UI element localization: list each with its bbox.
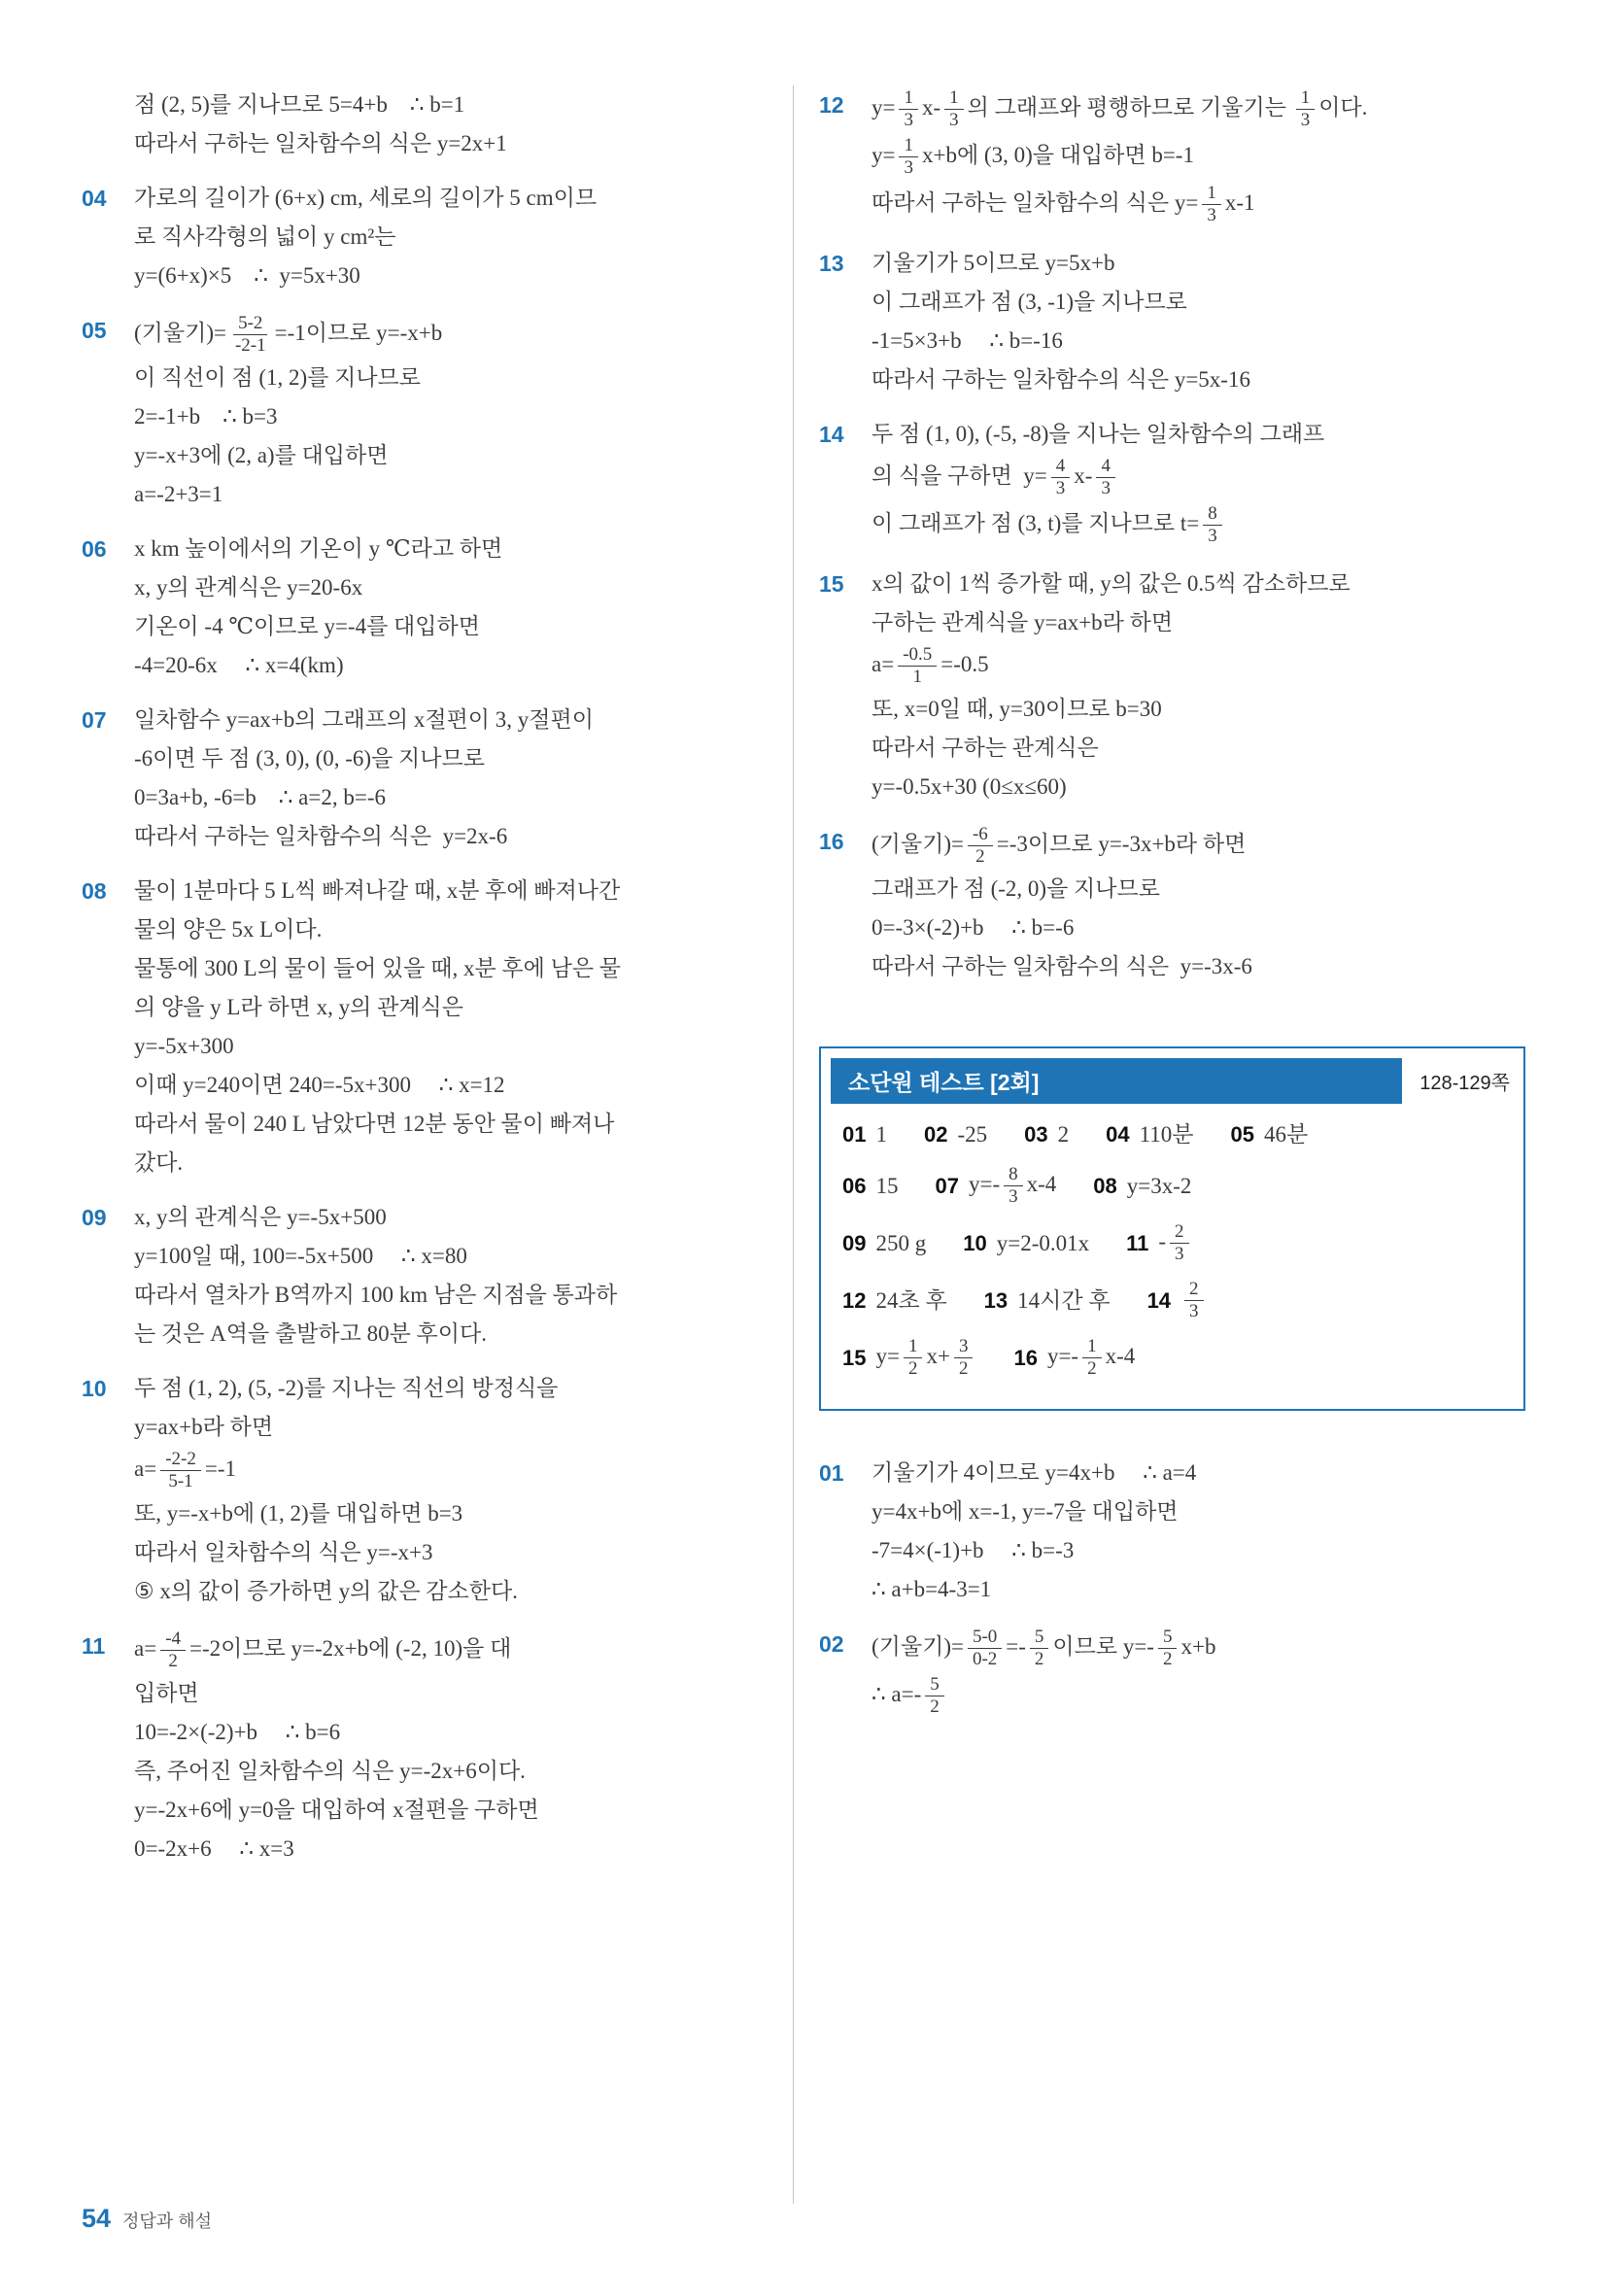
fraction-numerator: 1 [899,135,918,157]
answer-value: - $\frac{2}{3}$ [1158,1219,1192,1267]
fraction [1096,456,1115,499]
answer-number: 11 [1126,1230,1149,1255]
intro-continuation [134,86,768,163]
test-box-title: 소단원 테스트 [2회] [831,1058,1402,1104]
answer-row [842,1117,1502,1152]
problem-06 [82,530,768,685]
solution-line: y= $\frac{1}{3}$ x+b에 (3, 0)을 대입하면 b=-1 [872,135,1194,178]
fraction-numerator: 5-0 [968,1627,1002,1649]
answer-value: 2 [1057,1122,1070,1147]
problem-number: 12 [819,92,844,118]
solution-line: 두 점 (1, 0), (-5, -8)을 지나는 일차함수의 그래프 [872,422,1325,446]
fraction-numerator: 5 [1158,1627,1178,1649]
answer-value: 46분 [1263,1122,1309,1147]
problem-02 [819,1625,1525,1720]
solution-line: 즉, 주어진 일차함수의 식은 y=-2x+6이다. [134,1759,526,1783]
solution-line: (기울기)= $\frac{-6}{2}$ =-3이므로 y=-3x+b라 하면 [872,824,1247,867]
fraction-denominator: 3 [1101,478,1111,498]
answer-number: 05 [1230,1122,1254,1147]
problem-solution [134,872,768,1182]
fraction-denominator: 3 [1055,478,1066,498]
fraction [1184,1279,1204,1322]
fraction [160,1628,186,1672]
problem-number: 15 [819,571,844,597]
test-box-header [821,1048,1523,1112]
answer-number: 04 [1106,1122,1130,1147]
solution-line: x, y의 관계식은 y=-5x+500 [134,1205,387,1229]
solution-line: 따라서 열차가 B역까지 100 km 남은 지점을 통과하 [134,1283,618,1307]
fraction-numerator: -0.5 [898,644,937,667]
problem-number: 07 [82,707,107,733]
problem-solution [134,1198,768,1354]
solution-line: y=-0.5x+30 (0≤x≤60) [872,774,1067,799]
fraction-numerator: 8 [1004,1164,1023,1186]
problem-number: 11 [82,1633,106,1659]
fraction-numerator: 1 [1082,1336,1102,1358]
answer-value: y= $\frac{1}{2}$ x+ $\frac{3}{2}$ [875,1334,976,1382]
answer-number: 16 [1013,1345,1038,1370]
problem-11 [82,1627,768,1868]
fraction-numerator: 1 [899,87,918,110]
fraction [1203,503,1222,547]
answer-item-14 [1147,1277,1208,1324]
solution-line: 0=-3×(-2)+b ∴ b=-6 [872,915,1075,940]
fraction-denominator: 0-2 [972,1649,998,1669]
fraction-numerator: 2 [1184,1279,1204,1301]
fraction [1170,1221,1189,1265]
solution-line: -1=5×3+b ∴ b=-16 [872,328,1063,353]
problem-number: 01 [819,1460,844,1486]
fraction-denominator: 3 [1208,526,1217,546]
solution-line: 0=3a+b, -6=b ∴ a=2, b=-6 [134,785,386,809]
answer-item-04 [1106,1117,1193,1152]
answer-value: 250 g [875,1230,927,1255]
solution-line: 그래프가 점 (-2, 0)을 지나므로 [872,876,1160,901]
solution-line: 의 식을 구하면 y= $\frac{4}{3}$ x- $\frac{4}{3}$ [872,454,1525,501]
fraction [968,1627,1002,1670]
fraction-denominator: 5-1 [168,1471,193,1491]
fraction [1004,1164,1023,1208]
test-answer-grid [821,1112,1523,1409]
fraction-denominator: 2 [958,1358,969,1379]
problem-number: 05 [82,318,107,343]
solution-line: y=-x+3에 (2, a)를 대입하면 [134,443,389,467]
problem-13 [819,244,1525,399]
fraction-numerator: 3 [954,1336,974,1358]
answer-item-13 [984,1284,1111,1319]
answer-item-07 [935,1162,1056,1210]
solution-line: 이 직선이 점 (1, 2)를 지나므로 [134,365,421,390]
answer-value: 24초 후 [875,1287,947,1313]
solution-line: 물통에 300 L의 물이 들어 있을 때, x분 후에 남은 물 [134,956,622,980]
solution-line: y= $\frac{1}{3}$ x- $\frac{1}{3}$ 의 그래프와 평행하므로 기울기는 $\frac{1}{3}$ 이다. [872,87,1368,130]
problem-12 [819,86,1525,228]
answer-value: y=3x-2 [1126,1173,1192,1198]
answer-item-10 [963,1226,1089,1261]
solution-line: x km 높이에서의 기온이 y ℃라고 하면 [134,536,503,561]
fraction-numerator: 1 [944,87,964,110]
problem-number: 08 [82,878,107,904]
answer-value: 110분 [1139,1122,1194,1147]
fraction [230,313,271,357]
answer-item-11 [1126,1219,1192,1267]
solution-line: a= $\frac{-0.5}{1}$ =-0.5 [872,644,989,687]
problem-solution [134,311,768,514]
answer-value [1180,1277,1208,1324]
solution-line: ∴ a+b=4-3=1 [872,1577,992,1601]
fraction [899,87,918,131]
solution-line: x, y의 관계식은 y=20-6x [134,575,363,600]
solution-line: 2=-1+b ∴ b=3 [134,404,278,428]
answer-value: y=2-0.01x [996,1230,1090,1255]
solution-line: 또, x=0일 때, y=30이므로 b=30 [872,697,1162,721]
solution-line: 구하는 관계식을 y=ax+b라 하면 [872,610,1174,634]
solution-line: 는 것은 A역을 출발하고 80분 후이다. [134,1321,487,1346]
problem-15 [819,565,1525,806]
problem-01 [819,1454,1525,1609]
solution-line: 두 점 (1, 2), (5, -2)를 지나는 직선의 방정식을 [134,1376,559,1400]
solution-line: 로 직사각형의 넓이 y cm²는 [134,224,396,249]
answer-value: 1 [875,1122,887,1147]
answer-item-15 [842,1334,976,1382]
answer-number: 12 [842,1287,867,1313]
problem-14 [819,415,1525,549]
fraction [925,1674,944,1718]
page-number: 54 [82,2204,112,2233]
solution-line: 물의 양은 5x L이다. [134,917,323,942]
solution-line: 따라서 구하는 일차함수의 식은 y=2x-6 [134,824,508,848]
fraction [954,1336,974,1380]
solution-line: 이 그래프가 점 (3, -1)을 지나므로 [872,290,1187,314]
answer-row [842,1162,1502,1210]
solution-line: ⑤ x의 값이 증가하면 y의 값은 감소한다. [134,1579,518,1603]
right-problem-list-top [819,86,1525,986]
solution-line: y=4x+b에 x=-1, y=-7을 대입하면 [872,1499,1179,1524]
fraction-denominator: 3 [1189,1301,1199,1321]
fraction-denominator: 2 [1162,1649,1173,1669]
answer-row [842,1277,1502,1324]
solution-line: y=-5x+300 [134,1034,234,1058]
answer-value: y=- $\frac{1}{2}$ x-4 [1046,1336,1136,1379]
fraction-numerator: 1 [1202,183,1221,205]
solution-line: y=-2x+6에 y=0을 대입하여 x절편을 구하면 [134,1798,539,1822]
fraction-numerator: 5 [925,1674,944,1696]
problem-solution [134,1369,768,1611]
answer-item-02 [924,1117,987,1152]
fraction-denominator: 2 [1087,1358,1097,1379]
fraction [1202,183,1221,226]
fraction-denominator: 3 [904,110,913,130]
answer-row [842,1334,1502,1382]
fraction-denominator: 3 [904,157,913,178]
solution-line: 가로의 길이가 (6+x) cm, 세로의 길이가 5 cm이므 [134,186,598,210]
solution-line: 따라서 구하는 일차함수의 식은 y=-3x-6 [872,954,1252,978]
answer-item-05 [1230,1117,1308,1152]
right-problem-list-bottom [819,1454,1525,1720]
solution-line: y=ax+b라 하면 [134,1415,274,1439]
left-column [82,86,768,2204]
solution-line: 0=-2x+6 ∴ x=3 [134,1836,294,1861]
subunit-test-answer-box [819,1046,1525,1411]
problem-08 [82,872,768,1182]
fraction [944,87,964,131]
problem-solution [872,565,1525,806]
answer-number: 02 [923,1122,948,1147]
solution-line: 10=-2×(-2)+b ∴ b=6 [134,1720,341,1744]
solution-line: 따라서 구하는 일차함수의 식은 y=5x-16 [872,367,1250,392]
solution-line: ∴ a=- $\frac{5}{2}$ [872,1672,1525,1720]
problem-07 [82,701,768,856]
fraction-numerator: 4 [1096,456,1115,478]
fraction-denominator: 1 [912,667,922,687]
solution-line: -7=4×(-1)+b ∴ b=-3 [872,1538,1075,1562]
answer-item-09 [842,1226,926,1261]
solution-line: y=100일 때, 100=-5x+500 ∴ x=80 [134,1244,467,1268]
right-column [819,86,1525,2204]
solution-line: 따라서 구하는 관계식은 [872,736,1099,760]
problem-solution [134,1627,768,1868]
solution-line: 의 양을 y L라 하면 x, y의 관계식은 [134,995,463,1019]
answer-number: 08 [1093,1173,1117,1198]
answer-number: 14 [1146,1287,1172,1313]
answer-row [842,1219,1502,1267]
answer-item-16 [1013,1334,1135,1382]
fraction-denominator: 2 [907,1358,918,1379]
solution-line: 갔다. [134,1150,184,1175]
fraction [1158,1627,1178,1670]
answer-value: 15 [875,1173,899,1198]
problem-04 [82,179,768,295]
fraction [1030,1627,1049,1670]
solution-line: 또, y=-x+b에 (1, 2)를 대입하면 b=3 [134,1501,463,1525]
solution-line: 기울기가 5이므로 y=5x+b [872,251,1115,275]
solution-line: y=(6+x)×5 ∴ y=5x+30 [134,263,360,288]
test-box-page-ref: 128-129쪽 [1419,1073,1510,1094]
fraction-denominator: -2-1 [234,335,266,356]
problem-number: 13 [819,251,844,276]
fraction-numerator: 1 [904,1336,923,1358]
fraction [1082,1336,1102,1380]
solution-line: (기울기)= $\frac{5-2}{-2-1}$ =-1이므로 y=-x+b [134,313,443,356]
problem-16 [819,822,1525,986]
fraction-denominator: 3 [1300,110,1311,130]
fraction-denominator: 3 [1207,205,1216,225]
fraction-denominator: 3 [1175,1244,1184,1264]
fraction-numerator: 5-2 [233,313,267,335]
solution-line: 이때 y=240이면 240=-5x+300 ∴ x=12 [134,1073,505,1097]
fraction-denominator: 2 [168,1651,178,1671]
solution-line: 따라서 일차함수의 식은 y=-x+3 [134,1540,433,1564]
problem-number: 04 [82,186,107,211]
solution-line: -4=20-6x ∴ x=4(km) [134,653,344,677]
fraction-numerator: 8 [1203,503,1222,526]
solution-line: 기울기가 4이므로 y=4x+b ∴ a=4 [872,1460,1197,1485]
fraction-denominator: 2 [1034,1649,1044,1669]
problem-number: 06 [82,536,107,562]
solution-line: (기울기)= $\frac{5-0}{0-2}$ =- $\frac{5}{2}$ 이므로 y=- $\frac{5}{2}$ x+b [872,1627,1216,1669]
problem-solution [872,1454,1525,1609]
answer-item-08 [1093,1169,1191,1204]
problem-number: 09 [82,1205,107,1230]
problem-05 [82,311,768,514]
fraction [1296,87,1316,131]
page-footer [82,2204,212,2234]
fraction-denominator: 2 [975,846,985,867]
problem-solution [872,415,1525,549]
solution-line: a=-2+3=1 [134,482,223,506]
fraction-numerator: 2 [1170,1221,1189,1244]
problem-number: 10 [82,1376,107,1401]
solution-line: 점 (2, 5)를 지나므로 5=4+b ∴ b=1 [134,92,465,117]
answer-number: 13 [983,1287,1009,1313]
answer-value: -25 [957,1122,988,1147]
solution-line: a= $\frac{-4}{2}$ =-2이므로 y=-2x+b에 (-2, 10)을 대 [134,1628,512,1671]
answer-number: 03 [1024,1122,1048,1147]
answer-value: 14시간 후 [1017,1287,1111,1313]
column-divider [793,86,794,2204]
fraction-numerator: -6 [968,824,993,846]
fraction [899,135,918,179]
fraction [1051,456,1071,499]
answer-number: 15 [842,1345,867,1370]
problem-10 [82,1369,768,1611]
problem-solution [872,86,1525,228]
problem-solution [872,244,1525,399]
fraction [904,1336,923,1380]
solution-line: x의 값이 1씩 증가할 때, y의 값은 0.5씩 감소하므로 [872,571,1351,596]
fraction [160,1449,201,1492]
answer-item-03 [1024,1117,1069,1152]
fraction [968,824,993,868]
left-problem-list [82,179,768,1868]
problem-solution [134,530,768,685]
solution-line: 입하면 [134,1681,199,1705]
solution-line: a= $\frac{-2-2}{5-1}$ =-1 [134,1449,236,1491]
solution-line: 이 그래프가 점 (3, t)를 지나므로 t= $\frac{8}{3}$ [872,501,1525,549]
fraction-numerator: 4 [1051,456,1071,478]
solution-line: 따라서 구하는 일차함수의 식은 y=2x+1 [134,131,507,155]
problem-solution [872,822,1525,986]
solution-line: 물이 1분마다 5 L씩 빠져나갈 때, x분 후에 빠져나간 [134,878,621,903]
problem-solution [872,1625,1525,1720]
answer-item-06 [842,1169,898,1204]
solution-line: 따라서 구하는 일차함수의 식은 y= $\frac{1}{3}$ x-1 [872,183,1255,225]
fraction-numerator: -4 [160,1628,186,1651]
fraction-numerator: 1 [1296,87,1316,110]
answer-number: 09 [842,1230,867,1255]
problem-solution [134,179,768,295]
answer-number: 10 [963,1230,987,1255]
solution-line: 일차함수 y=ax+b의 그래프의 x절편이 3, y절편이 [134,707,594,732]
answer-value: y=- $\frac{8}{3}$ x-4 [968,1164,1057,1207]
answer-number: 01 [842,1122,867,1147]
fraction-numerator: 5 [1030,1627,1049,1649]
solution-line: 따라서 물이 240 L 남았다면 12분 동안 물이 빠져나 [134,1112,615,1136]
fraction [898,644,937,688]
problem-number: 16 [819,829,844,854]
answer-item-12 [842,1284,947,1319]
answer-number: 06 [842,1173,867,1198]
problem-number: 14 [819,422,844,447]
fraction-numerator: -2-2 [160,1449,201,1471]
problem-number: 02 [819,1631,844,1657]
answer-number: 07 [935,1173,959,1198]
fraction-denominator: 3 [949,110,959,130]
fraction-denominator: 2 [930,1696,940,1717]
fraction-denominator: 3 [1009,1186,1018,1207]
solution-line: -6이면 두 점 (3, 0), (0, -6)을 지나므로 [134,746,485,771]
footer-label: 정답과 해설 [122,2211,212,2231]
answer-item-01 [842,1117,887,1152]
problem-solution [134,701,768,856]
problem-09 [82,1198,768,1354]
solution-line: 기온이 -4 ℃이므로 y=-4를 대입하면 [134,614,480,638]
